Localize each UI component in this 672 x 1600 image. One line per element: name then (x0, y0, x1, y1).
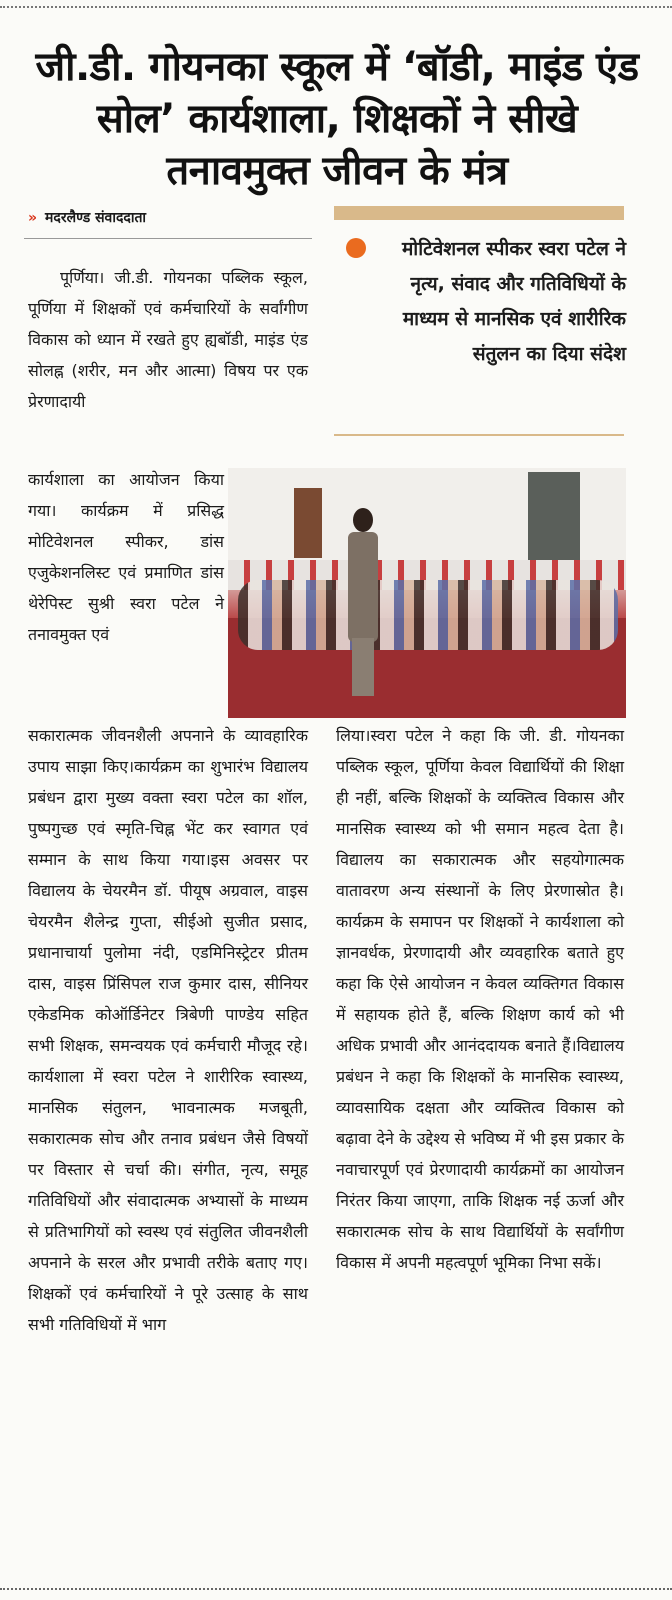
body-intro (28, 262, 308, 417)
highlight-text: मोटिवेशनल स्पीकर स्वरा पटेल ने नृत्य, संवाद और गतिविधियों के माध्यम से मानसिक एवं शारीरिक संतुलन का दिया संदेश (401, 238, 626, 365)
body-narrow-text: कार्यशाला का आयोजन किया गया। कार्यक्रम में प्रसिद्ध मोटिवेशनल स्पीकर, डांस एजुकेशनलिस्ट एवं प्रमाणित डांस थेरेपिस्ट सुश्री स्वरा पटेल ने तनावमुक्त एवं (28, 470, 224, 644)
body-right-column (336, 720, 624, 1278)
byline-chevron-icon: » (28, 210, 38, 226)
top-divider (0, 0, 672, 8)
speaker-head (353, 508, 373, 532)
speaker-legs (352, 638, 374, 696)
byline-rule (24, 238, 312, 239)
photo-door (294, 488, 322, 558)
headline: जी.डी. गोयनका स्कूल में ‘बॉडी, माइंड एंड सोल’ कार्यशाला, शिक्षकों ने सीखे तनावमुक्त जीवन के मंत्र (35, 43, 639, 194)
body-left-text: सकारात्मक जीवनशैली अपनाने के व्यावहारिक उपाय साझा किए।कार्यक्रम का शुभारंभ विद्यालय प्रबंधन द्वारा मुख्य वक्ता स्वरा पटेल का शॉल, पुष्पगुच्छ एवं स्मृति-चिह्न भेंट कर स्वागत एवं सम्मान के साथ किया गया।इस अवसर पर विद्यालय के चेयरमैन डॉ. पीयूष अग्रवाल, वाइस चेयरमैन शैलेन्द्र गुप्ता, सीईओ सुजीत प्रसाद, प्रधानाचार्या पुलोमा नंदी, एडमिनिस्ट्रेटर प्रीतम दास, वाइस प्रिंसिपल राज कुमार दास, सीनियर एकेडमिक कोऑर्डिनेटर त्रिबेणी पाण्डेय सहित सभी शिक्षक, समन्वयक एवं कर्मचारी मौजूद रहे।कार्यशाला में स्वरा पटेल ने शारीरिक स्वास्थ्य, मानसिक संतुलन, भावनात्मक मजबूती, सकारात्मक सोच और तनाव प्रबंधन जैसे विषयों पर विस्तार से चर्चा की। संगीत, नृत्य, समूह गतिविधियों और संवादात्मक अभ्यासों के माध्यम से प्रतिभागियों को स्वस्थ एवं संतुलित जीवनशैली अपनाने के सरल और प्रभावी तरीके बताए गए। शिक्षकों एवं कर्मचारियों ने पूरे उत्साह के साथ सभी गतिविधियों में भाग (28, 726, 308, 1334)
event-photo (228, 468, 626, 718)
photo-audience (238, 580, 618, 650)
byline (28, 208, 146, 227)
bullet-dot-icon (346, 238, 366, 258)
highlight-bar (334, 206, 624, 220)
body-intro-text: पूर्णिया। जी.डी. गोयनका पब्लिक स्कूल, पूर्णिया में शिक्षकों एवं कर्मचारियों के सर्वांगीण विकास को ध्यान में रखते हुए ह्यबॉडी, माइंड एंड सोलह्न (शरीर, मन और आत्मा) विषय पर एक प्रेरणादायी (28, 268, 308, 411)
photo-window (528, 472, 580, 572)
body-left-column (28, 720, 308, 1340)
body-narrow (28, 464, 224, 650)
highlight-box (336, 232, 626, 372)
photo-speaker (346, 508, 380, 698)
speaker-body (348, 532, 378, 642)
highlight-rule (334, 434, 624, 436)
bottom-divider (0, 1588, 672, 1590)
byline-text: मदरलैण्ड संवाददाता (45, 210, 147, 226)
body-right-text: लिया।स्वरा पटेल ने कहा कि जी. डी. गोयनका पब्लिक स्कूल, पूर्णिया केवल विद्यार्थियों की शिक्षा ही नहीं, बल्कि शिक्षकों के व्यक्तित्व विकास और मानसिक स्वास्थ्य को भी समान महत्व देता है। विद्यालय का सकारात्मक और सहयोगात्मक वातावरण अन्य संस्थानों के लिए प्रेरणास्रोत है।कार्यक्रम के समापन पर शिक्षकों ने कार्यशाला को ज्ञानवर्धक, प्रेरणादायी और व्यवहारिक बताते हुए कहा कि ऐसे आयोजन न केवल व्यक्तिगत विकास में सहायक होते हैं, बल्कि शिक्षण कार्य को भी अधिक प्रभावी और आनंददायक बनाते हैं।विद्यालय प्रबंधन ने कहा कि शिक्षकों के मानसिक स्वास्थ्य, व्यावसायिक दक्षता और व्यक्तित्व विकास को बढ़ावा देने के उद्देश्य से भविष्य में भी इस प्रकार के नवाचारपूर्ण एवं प्रेरणादायी कार्यक्रमों का आयोजन निरंतर किया जाएगा, ताकि शिक्षक नई ऊर्जा और सकारात्मक सोच के साथ विद्यार्थियों के सर्वांगीण विकास में अपनी महत्वपूर्ण भूमिका निभा सकें। (336, 726, 624, 1272)
